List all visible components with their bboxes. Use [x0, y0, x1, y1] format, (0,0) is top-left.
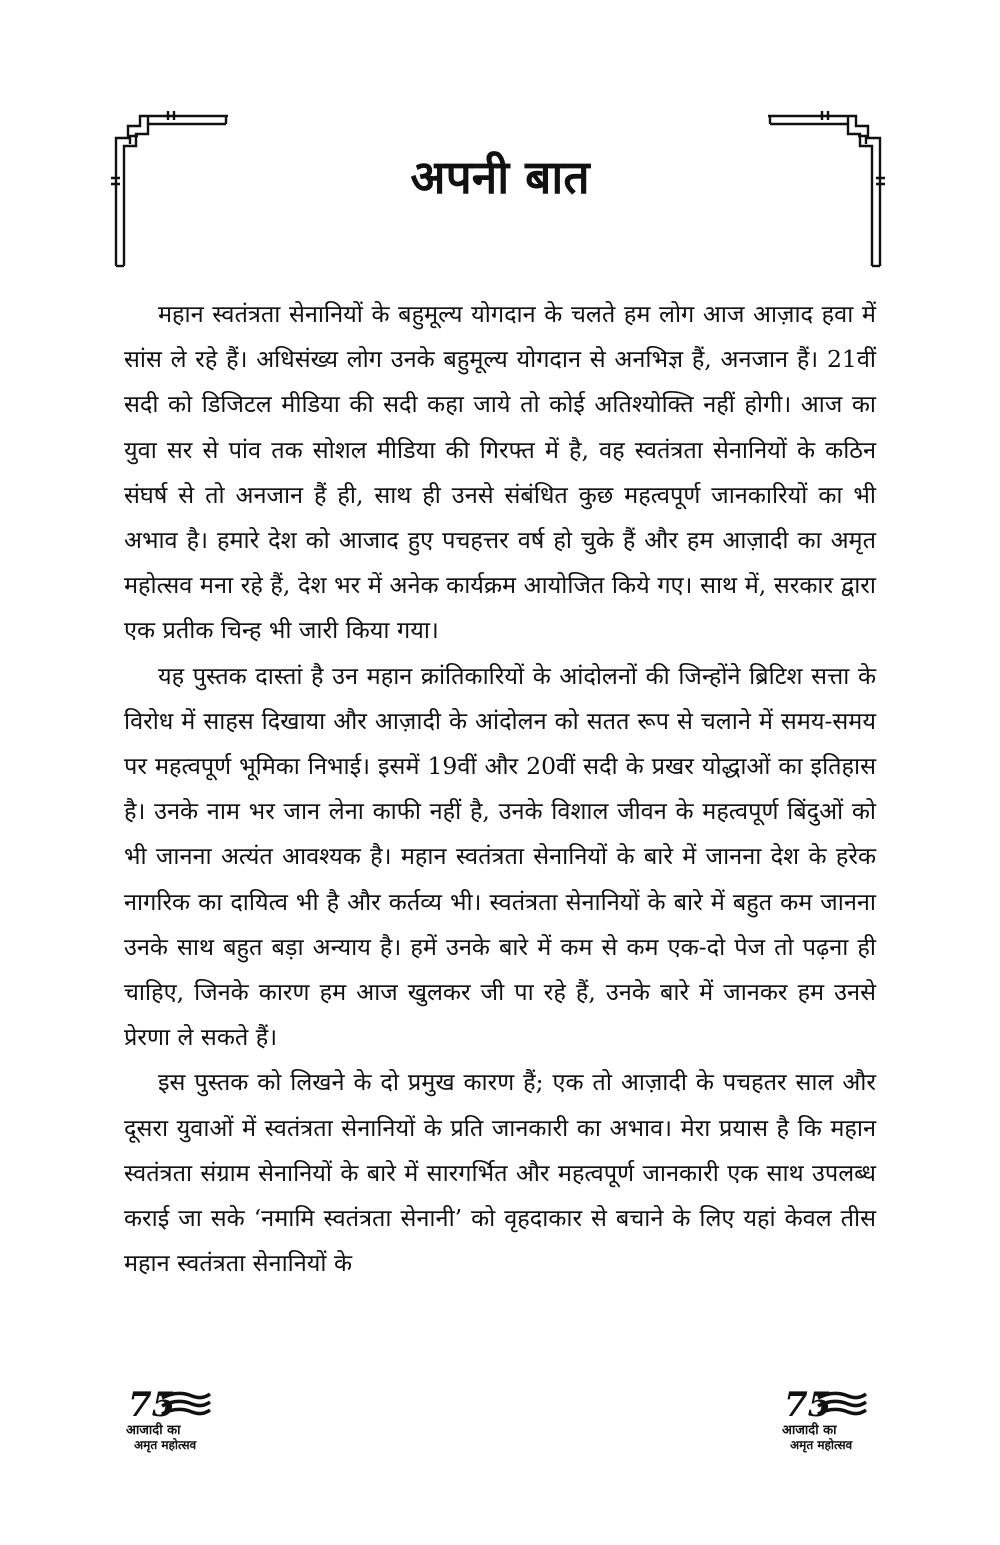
azadi-ka-amrit-mahotsav-logo — [778, 1380, 888, 1460]
logo-75-flag-icon — [122, 1380, 212, 1424]
logo-75-flag-icon — [778, 1380, 868, 1424]
paragraph: इस पुस्तक को लिखने के दो प्रमुख कारण हैं; एक तो आज़ादी के पचहतर साल और दूसरा युवाओं में स्वतंत्रता सेनानियों के प्रति जानकारी का अभाव। मेरा प्रयास है कि महान स्वतंत्रता संग्राम सेनानियों के बारे में सारगर्भित और महत्वपूर्ण जानकारी एक साथ उपलब्ध कराई जा सके ‘नमामि स्वतंत्रता सेनानी’ को वृहदाकार से बचाने के लिए यहां केवल तीस महान स्वतंत्रता सेनानियों के — [124, 1068, 876, 1278]
logo-text-line2: अमृत महोत्सव — [134, 1438, 197, 1452]
logo-number: 75 — [784, 1385, 832, 1424]
logo-number: 75 — [128, 1385, 176, 1424]
paragraph: यह पुस्तक दास्तां है उन महान क्रांतिकारियों के आंदोलनों की जिन्होंने ब्रिटिश सत्ता के विरोध में साहस दिखाया और आज़ादी के आंदोलन को सतत रूप से चलाने में समय-समय पर महत्वपूर्ण भूमिका निभाई। इसमें 19वीं और 20वीं सदी के प्रखर योद्धाओं का इतिहास है। उनके नाम भर जान लेना काफी नहीं है, उनके विशाल जीवन के महत्वपूर्ण बिंदुओं को भी जानना अत्यंत आवश्यक है। महान स्वतंत्रता सेनानियों के बारे में जानना देश के हरेक नागरिक का दायित्व भी है और कर्तव्य भी। स्वतंत्रता सेनानियों के बारे में बहुत कम जानना उनके साथ बहुत बड़ा अन्याय है। हमें उनके बारे में कम से कम एक-दो पेज तो पढ़ना ही चाहिए, जिनके कारण हम आज खुलकर जी पा रहे हैं, उनके बारे में जानकर हम उनसे प्रेरणा ले सकते हैं। — [124, 661, 876, 1052]
logo-text-line1: आजादी का — [126, 1423, 181, 1438]
paragraph: महान स्वतंत्रता सेनानियों के बहुमूल्य योगदान के चलते हम लोग आज आज़ाद हवा में सांस ले रहे हैं। अधिसंख्य लोग उनके बहुमूल्य योगदान से अनभिज्ञ हैं, अनजान हैं। 21वीं सदी को डिजिटल मीडिया की सदी कहा जाये तो कोई अतिश्योक्ति नहीं होगी। आज का युवा सर से पांव तक सोशल मीडिया की गिरफ्त में है, वह स्वतंत्रता सेनानियों के कठिन संघर्ष से तो अनजान हैं ही, साथ ही उनसे संबंधित कुछ महत्वपूर्ण जानकारियों का भी अभाव है। हमारे देश को आजाद हुए पचहत्तर वर्ष हो चुके हैं और हम आज़ादी का अमृत महोत्सव मना रहे हैं, देश भर में अनेक कार्यक्रम आयोजित किये गए। साथ में, सरकार द्वारा एक प्रतीक चिन्ह भी जारी किया गया। — [124, 300, 876, 645]
azadi-ka-amrit-mahotsav-logo — [122, 1380, 232, 1460]
page-title: अपनी बात — [410, 150, 590, 204]
logo-text-line2: अमृत महोत्सव — [790, 1438, 853, 1452]
logo-text-line1: आजादी का — [782, 1423, 837, 1438]
body-text — [124, 292, 876, 1286]
